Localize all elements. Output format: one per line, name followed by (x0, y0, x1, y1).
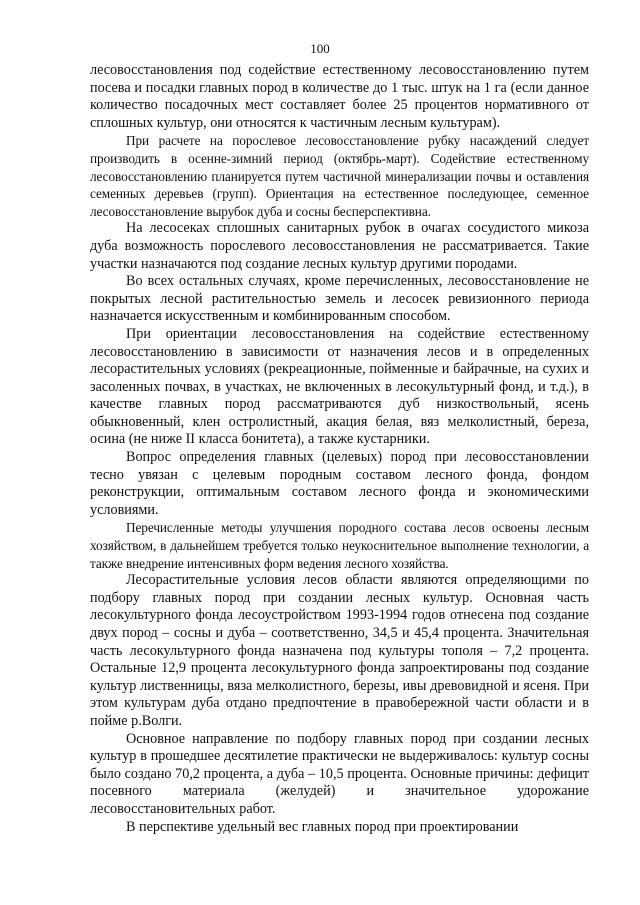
paragraph-5: При ориентации лесовосстановления на содействие естественному лесовосстановлению в зависимости от назначения лесов и в определенных лесорастительных условиях (рекреационные, пойменные и байрачные, на сухих и засоленных почвах, в участках, не включенных в лесокультурный фонд, и т.д.), в качестве главных пород рассматриваются дуб низкоствольный, ясень обыкновенный, клен остролистный, акация белая, вяз мелколистный, береза, осина (не ниже II класса бонитета), а также кустарники. (90, 325, 589, 448)
paragraph-9: Основное направление по подбору главных пород при создании лесных культур в прошедшее десятилетие практически не выдерживалось: культур сосны было создано 70,2 процента, а дуба – 10,5 процента. Основные причины: дефицит посевного материала (желудей) и значительное удорожание лесовосстановительных работ. (90, 730, 589, 817)
paragraph-4: Во всех остальных случаях, кроме перечисленных, лесовосстановление не покрытых лесной растительностью земель и лесосек ревизионного периода назначается искусственным и комбинированным способом. (90, 273, 589, 325)
paragraph-2: При расчете на порослевое лесовосстановление рубку насаждений следует производить в осенне-зимний период (октябрь-март). Содействие естественному лесовосстановлению планируется путем частичной минерализации почвы и оставления семенных деревьев (групп). Ориентация на естественное последующее, семенное лесовосстановление вырубок дуба и сосны бесперспективна. (90, 133, 589, 219)
body-text (90, 62, 589, 836)
paragraph-10: В перспективе удельный вес главных пород при проектировании (126, 818, 519, 835)
paragraph-7: Перечисленные методы улучшения породного состава лесов освоены лесным хозяйством, в дальнейшем требуется только неукоснительное выполнение технологии, а также внедрение интенсивных форм ведения лесного хозяйства. (90, 520, 589, 571)
paragraph-6: Вопрос определения главных (целевых) пород при лесовосстановлении тесно увязан с целевым породным составом лесного фонда, фондом реконструкции, оптимальным составом лесного фонда и экономическими условиями. (90, 449, 589, 518)
page-number: 100 (310, 41, 330, 56)
paragraph-1: лесовосстановления под содействие естественному лесовосстановлению путем посева и посадки главных пород в количестве до 1 тыс. штук на 1 га (если данное количество посадочных мест составляет более 25 процентов нормативного от сплошных культур, они относятся к частичным лесным культурам). (90, 62, 589, 131)
paragraph-3: На лесосеках сплошных санитарных рубок в очагах сосудистого микоза дуба возможность порослевого лесовосстановления не рассматривается. Такие участки назначаются под создание лесных культур другими породами. (90, 220, 589, 272)
paragraph-8: Лесорастительные условия лесов области являются определяющими по подбору главных пород при создании лесных культур. Основная часть лесокультурного фонда лесоустройством 1993-1994 годов отнесена под создание двух пород – сосны и дуба – соответственно, 34,5 и 45,4 процента. Значительная часть лесокультурного фонда назначена под культуры тополя – 7,2 процента. Остальные 12,9 процента лесокультурного фонда запроектированы под создание культур лиственницы, вяза мелколистного, березы, ивы древовидной и ясеня. При этом культурам дуба отдано предпочтение в правобережной части области и в пойме р.Волги. (90, 572, 589, 729)
